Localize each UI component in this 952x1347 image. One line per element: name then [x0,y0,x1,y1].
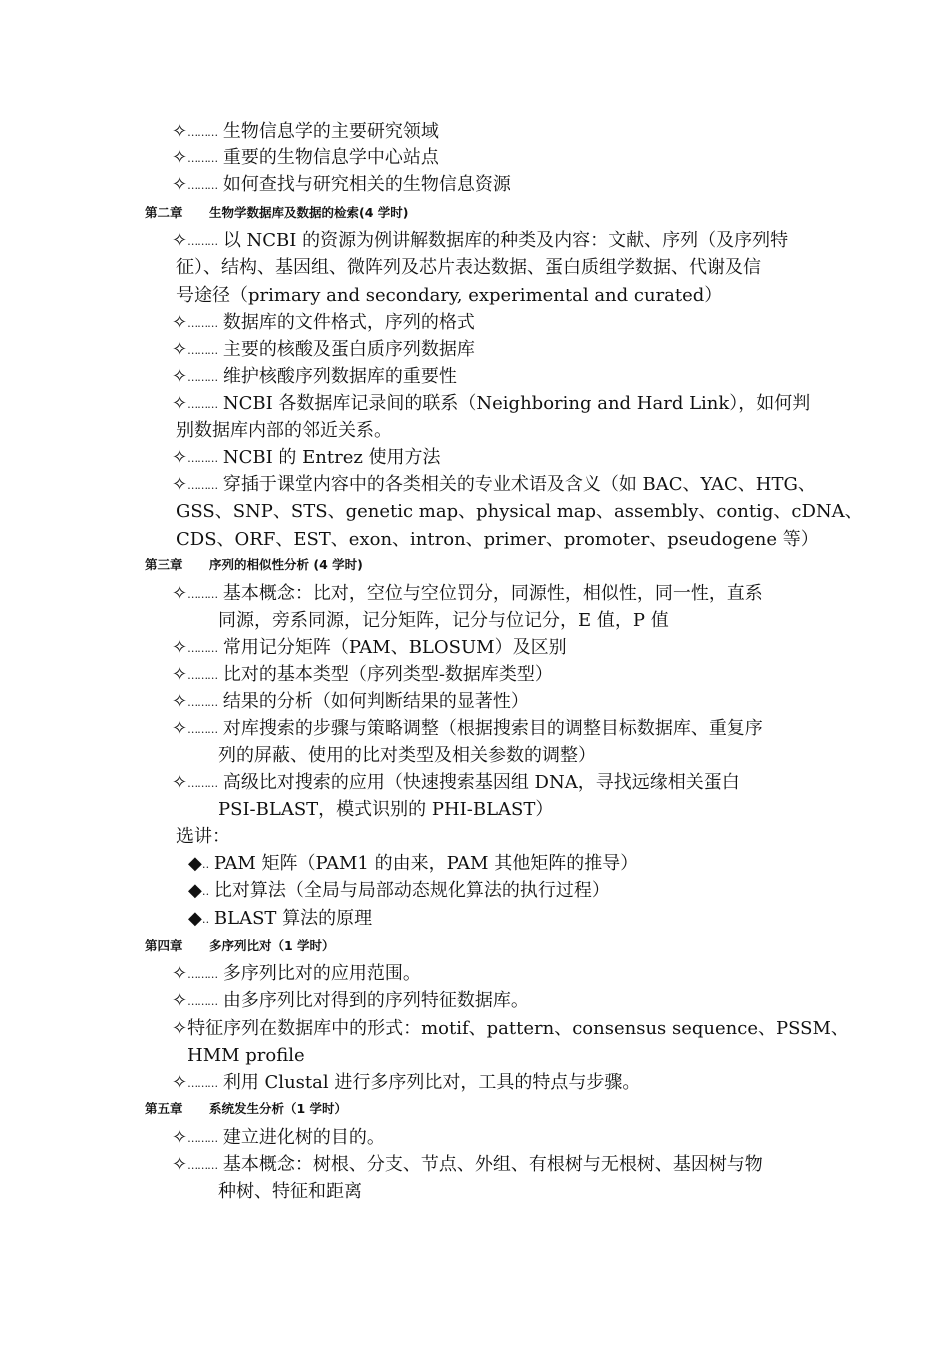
line-text: 如何查找与研究相关的生物信息资源 [217,174,511,195]
leader-dots: ‥ [201,858,209,871]
chapter-title: 多序列比对（1 学时） [209,938,335,953]
leader-dots: ……… [187,1132,218,1145]
line-text: PAM 矩阵（PAM1 的由来，PAM 其他矩阵的推导） [208,853,639,874]
bullet-item [172,310,475,337]
bullet-item [172,662,553,689]
diamond-outline-icon: ✧ [172,339,188,360]
bullet-item [172,635,567,662]
chapter-heading [145,204,408,222]
leader-dots: ……… [187,1159,218,1172]
chapter-number: 第三章 [145,557,183,572]
bullet-item [172,337,475,364]
diamond-outline-icon: ✧ [172,718,188,739]
line-text: 数据库的文件格式，序列的格式 [217,312,475,333]
diamond-outline-icon: ✧ [172,474,188,495]
leader-dots: ……… [187,152,218,165]
chapter-number: 第四章 [145,938,183,953]
chapter-title: 生物学数据库及数据的检索(4 学时) [209,205,409,220]
bullet-item [172,581,763,608]
leader-dots: ……… [187,995,218,1008]
continuation-line [176,527,819,553]
line-text: 对库搜索的步骤与策略调整（根据搜索目的调整目标数据库、重复序 [217,718,763,739]
chapter-heading [145,556,363,574]
chapter-title: 系统发生分析（1 学时） [209,1101,348,1116]
line-text: 别数据库内部的邻近关系。 [176,420,392,441]
continuation-line [176,255,761,281]
diamond-outline-icon: ✧ [172,772,188,793]
line-text: HMM profile [187,1045,305,1066]
bullet-item [172,172,511,199]
chapter-heading [145,1100,347,1118]
leader-dots: ……… [187,696,218,709]
line-text: 重要的生物信息学中心站点 [217,147,439,168]
diamond-outline-icon: ✧ [172,637,188,658]
diamond-outline-icon: ✧ [172,393,188,414]
sub-bullet-item [188,906,372,933]
line-text: 穿插于课堂内容中的各类相关的专业术语及含义（如 BAC、YAC、HTG、 [217,474,816,495]
bullet-item [172,364,457,391]
diamond-outline-icon: ✧ [172,447,188,468]
diamond-solid-icon: ◆ [188,853,202,874]
diamond-outline-icon: ✧ [172,664,188,685]
diamond-outline-icon: ✧ [172,147,188,168]
line-text: GSS、SNP、STS、genetic map、physical map、assembly、contig、cDNA、 [176,501,863,522]
line-text: 号途径（primary and secondary, experimental and curated） [176,285,723,306]
diamond-outline-icon: ✧ [172,1018,188,1039]
bullet-item [172,1125,385,1152]
line-text: 维护核酸序列数据库的重要性 [217,366,457,387]
bullet-item [172,1016,849,1042]
leader-dots: ……… [187,723,218,736]
chapter-number: 第五章 [145,1101,183,1116]
leader-dots: ……… [187,479,218,492]
line-text: 高级比对搜索的应用（快速搜索基因组 DNA，寻找远缘相关蛋白 [217,772,740,793]
line-text: 列的屏蔽、使用的比对类型及相关参数的调整） [218,745,596,766]
leader-dots: ……… [187,777,218,790]
sub-bullet-item [188,851,638,878]
bullet-item [172,1152,763,1179]
bullet-item [172,145,439,172]
leader-dots: ‥ [201,885,209,898]
line-text: 主要的核酸及蛋白质序列数据库 [217,339,475,360]
bullet-item [172,988,529,1015]
bullet-item [172,1070,640,1097]
leader-dots: ……… [187,1077,218,1090]
diamond-outline-icon: ✧ [172,121,188,142]
leader-dots: ……… [187,642,218,655]
continuation-line [218,608,669,634]
diamond-outline-icon: ✧ [172,366,188,387]
leader-dots: ‥ [201,913,209,926]
line-text: CDS、ORF、EST、exon、intron、primer、promoter、pseudogene 等） [176,529,819,550]
line-text: 建立进化树的目的。 [217,1127,385,1148]
leader-dots: ……… [187,317,218,330]
diamond-outline-icon: ✧ [172,312,188,333]
leader-dots: ……… [187,452,218,465]
diamond-outline-icon: ✧ [172,583,188,604]
diamond-outline-icon: ✧ [172,1127,188,1148]
diamond-outline-icon: ✧ [172,1072,188,1093]
line-text: 同源，旁系同源，记分矩阵，记分与位记分，E 值，P 值 [218,610,669,631]
bullet-item [172,472,816,499]
line-text: 征）、结构、基因组、微阵列及芯片表达数据、蛋白质组学数据、代谢及信 [176,257,761,278]
continuation-line [187,1043,305,1069]
line-text: 结果的分析（如何判断结果的显著性） [217,691,529,712]
continuation-line [176,499,863,525]
line-text: 特征序列在数据库中的形式：motif、pattern、consensus sequence、PSSM、 [187,1018,849,1039]
diamond-solid-icon: ◆ [188,880,202,901]
line-text: 比对算法（全局与局部动态规化算法的执行过程） [208,880,610,901]
line-text: NCBI 各数据库记录间的联系（Neighboring and Hard Link），如何判 [217,393,811,414]
chapter-number: 第二章 [145,205,183,220]
bullet-item [172,228,788,255]
leader-dots: ……… [187,968,218,981]
line-text: PSI-BLAST，模式识别的 PHI-BLAST） [218,799,554,820]
bullet-item [172,770,740,797]
line-text: 种树、特征和距离 [218,1181,362,1202]
diamond-outline-icon: ✧ [172,230,188,251]
leader-dots: ……… [187,179,218,192]
line-text: 生物信息学的主要研究领域 [217,121,439,142]
chapter-heading [145,937,335,955]
line-text: 选讲： [176,826,230,847]
bullet-item [172,689,529,716]
bullet-item [172,445,441,472]
diamond-outline-icon: ✧ [172,1154,188,1175]
line-text: 利用 Clustal 进行多序列比对，工具的特点与步骤。 [217,1072,641,1093]
bullet-item [172,716,763,743]
bullet-item [172,119,439,146]
continuation-line [176,283,722,309]
continuation-line [218,1179,362,1205]
leader-dots: ……… [187,344,218,357]
continuation-line [218,743,596,769]
diamond-outline-icon: ✧ [172,990,188,1011]
line-text: NCBI 的 Entrez 使用方法 [217,447,441,468]
line-text: 多序列比对的应用范围。 [217,963,421,984]
line-text: 由多序列比对得到的序列特征数据库。 [217,990,529,1011]
continuation-line [176,824,230,850]
leader-dots: ……… [187,588,218,601]
leader-dots: ……… [187,398,218,411]
chapter-title: 序列的相似性分析 (4 学时) [209,557,363,572]
continuation-line [218,797,553,823]
line-text: 基本概念：树根、分支、节点、外组、有根树与无根树、基因树与物 [217,1154,763,1175]
diamond-outline-icon: ✧ [172,963,188,984]
line-text: 以 NCBI 的资源为例讲解数据库的种类及内容：文献、序列（及序列特 [217,230,789,251]
line-text: BLAST 算法的原理 [208,908,373,929]
sub-bullet-item [188,878,610,905]
line-text: 基本概念：比对，空位与空位罚分，同源性，相似性，同一性，直系 [217,583,763,604]
leader-dots: ……… [187,235,218,248]
continuation-line [176,418,392,444]
leader-dots: ……… [187,126,218,139]
diamond-outline-icon: ✧ [172,174,188,195]
leader-dots: ……… [187,669,218,682]
bullet-item [172,961,421,988]
line-text: 比对的基本类型（序列类型-数据库类型） [217,664,553,685]
leader-dots: ……… [187,371,218,384]
diamond-outline-icon: ✧ [172,691,188,712]
bullet-item [172,391,810,418]
line-text: 常用记分矩阵（PAM、BLOSUM）及区别 [217,637,567,658]
diamond-solid-icon: ◆ [188,908,202,929]
